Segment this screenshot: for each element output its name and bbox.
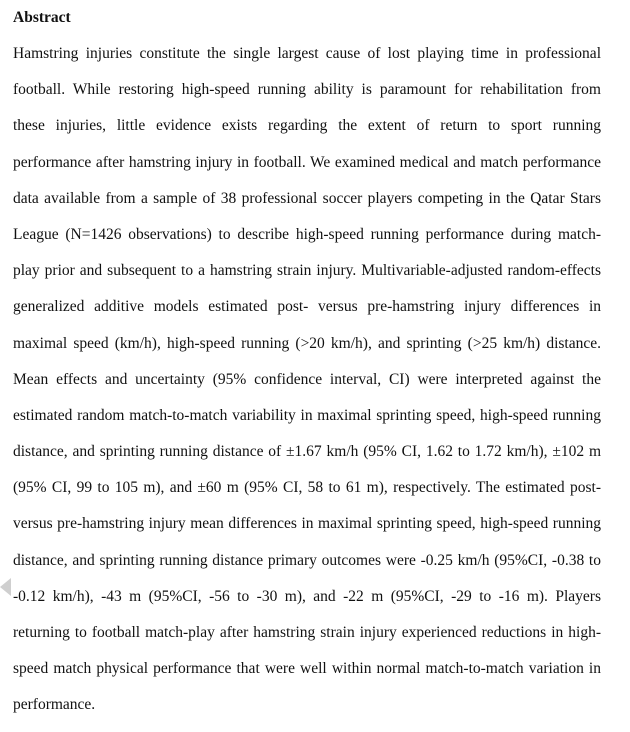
abstract-line: versus pre-hamstring injury mean differences in maximal sprinting speed, high-speed running xyxy=(13,515,601,533)
abstract-line: play prior and subsequent to a hamstring strain injury. Multivariable-adjusted random-effects xyxy=(13,262,601,280)
margin-arrow-icon xyxy=(0,578,11,596)
abstract-line: performance. xyxy=(13,696,96,714)
abstract-line: returning to football match-play after hamstring strain injury experienced reductions in high- xyxy=(13,624,601,641)
abstract-line: maximal speed (km/h), high-speed running (>20 km/h), and sprinting (>25 km/h) distance. xyxy=(13,334,601,352)
section-heading: Abstract xyxy=(13,9,71,26)
abstract-line: generalized additive models estimated post- versus pre-hamstring injury differences in xyxy=(13,298,601,316)
abstract-line: Hamstring injuries constitute the single largest cause of lost playing time in professional xyxy=(13,45,601,62)
abstract-line: these injuries, little evidence exists regarding the extent of return to sport running xyxy=(13,117,601,135)
abstract-line: distance, and sprinting running distance primary outcomes were -0.25 km/h (95%CI, -0.38 to xyxy=(13,551,601,569)
abstract-body xyxy=(13,44,601,732)
abstract-line: distance, and sprinting running distance of ±1.67 km/h (95% CI, 1.62 to 1.72 km/h), ±102 m xyxy=(13,443,601,461)
abstract-line: performance after hamstring injury in football. We examined medical and match performance xyxy=(13,153,601,171)
abstract-line: -0.12 km/h), -43 m (95%CI, -56 to -30 m), and -22 m (95%CI, -29 to -16 m). Players xyxy=(13,587,601,605)
abstract-line: Mean effects and uncertainty (95% confidence interval, CI) were interpreted against the xyxy=(13,370,601,388)
abstract-line: League (N=1426 observations) to describe high-speed running performance during match- xyxy=(13,225,601,243)
abstract-line: data available from a sample of 38 professional soccer players competing in the Qatar Stars xyxy=(13,189,601,207)
abstract-line: (95% CI, 99 to 105 m), and ±60 m (95% CI, 58 to 61 m), respectively. The estimated post- xyxy=(13,479,601,497)
abstract-line: speed match physical performance that were well within normal match-to-match variation in xyxy=(13,660,601,678)
abstract-line: estimated random match-to-match variability in maximal sprinting speed, high-speed running xyxy=(13,406,601,424)
abstract-line: football. While restoring high-speed running ability is paramount for rehabilitation from xyxy=(13,81,601,99)
